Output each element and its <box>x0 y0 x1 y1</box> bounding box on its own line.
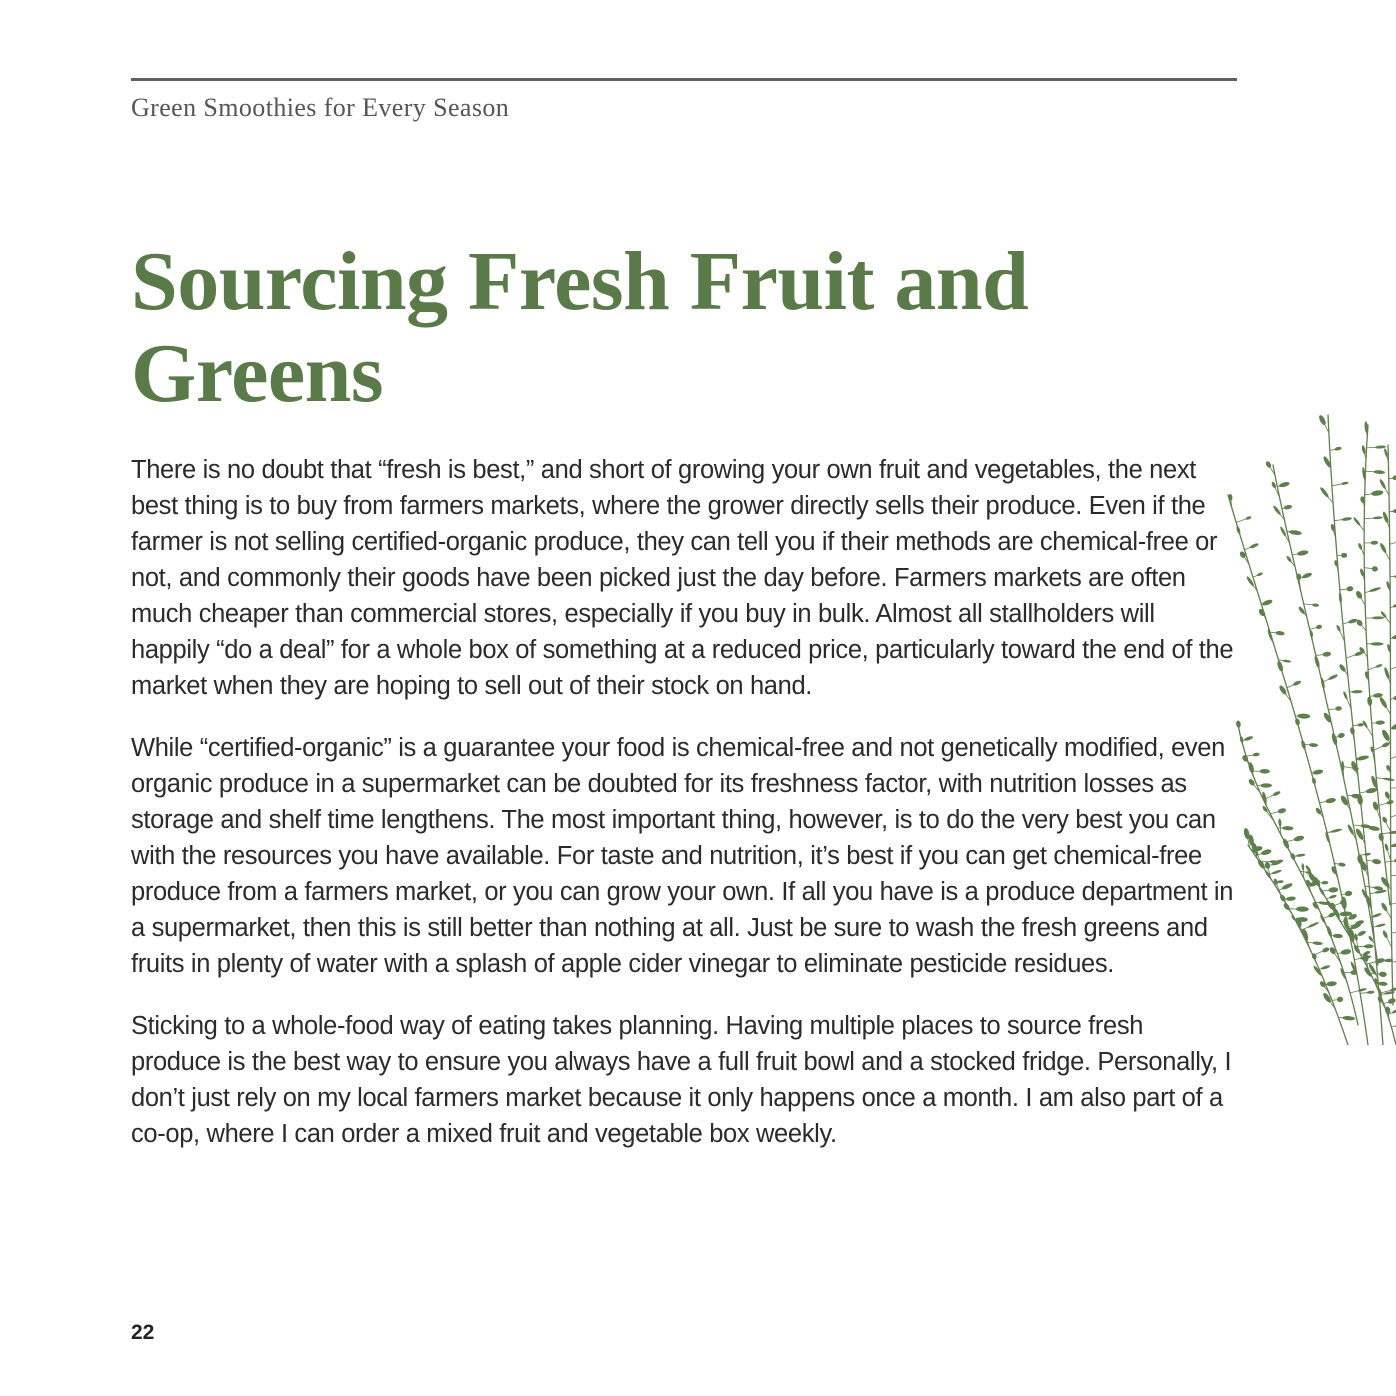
leaf <box>1379 971 1387 977</box>
leaf <box>1297 550 1309 557</box>
leaf <box>1256 572 1263 577</box>
leaf <box>1283 504 1292 510</box>
leaf <box>1275 631 1285 636</box>
leaf <box>1356 755 1370 762</box>
leaf <box>1378 696 1388 709</box>
leaf <box>1236 526 1241 535</box>
leaf <box>1337 996 1344 1002</box>
leaf <box>1272 790 1281 797</box>
leaf <box>1369 586 1381 592</box>
leaf <box>1301 863 1304 870</box>
leaf <box>1383 777 1395 781</box>
leaf <box>1373 693 1383 698</box>
leaf <box>1341 517 1352 522</box>
twig <box>1391 814 1396 817</box>
leaf <box>1329 894 1337 899</box>
leaf <box>1286 896 1296 901</box>
leaf <box>1379 478 1387 489</box>
paragraph-3: Sticking to a whole-food way of eating takes planning. Having multiple places to source fresh produce is the best way to ensure you always have a full fruit bowl and a stocked fridge. Personally, I don’t just rely on my local farmers market because it only happens once a month. I am also part of a co-op, where I can order a mixed fruit and vegetable box weekly. <box>131 1012 1232 1148</box>
leaf <box>1344 890 1352 896</box>
leaf <box>1365 787 1377 794</box>
leaf <box>1330 828 1343 834</box>
leaf <box>1279 894 1287 903</box>
leaf <box>1373 516 1383 519</box>
leaf <box>1286 555 1293 563</box>
leaf <box>1371 642 1384 645</box>
leaf <box>1375 445 1386 449</box>
leaf <box>1320 965 1330 971</box>
leaf <box>1328 887 1338 893</box>
leaf <box>1328 674 1339 681</box>
leaf <box>1267 629 1274 642</box>
leaf <box>1331 733 1338 746</box>
leaf <box>1249 542 1259 549</box>
leaf <box>1336 624 1342 632</box>
leaf <box>1357 723 1364 727</box>
leaf <box>1379 542 1388 554</box>
running-title: Green Smoothies for Every Season <box>131 93 510 122</box>
leaf <box>1381 741 1390 748</box>
leaf <box>1340 948 1352 955</box>
leaf <box>1272 505 1281 516</box>
article-body <box>131 452 1237 1178</box>
leaf <box>1341 481 1349 485</box>
leaf <box>1388 830 1396 834</box>
leaf <box>1378 981 1388 986</box>
leaf <box>1341 553 1347 558</box>
leaf <box>1372 566 1379 572</box>
leaf <box>1312 941 1322 945</box>
leaf <box>1367 990 1375 994</box>
branch-stem <box>1388 445 1393 1005</box>
leaf <box>1260 783 1272 787</box>
leaf <box>1322 651 1331 657</box>
leaf <box>1346 586 1353 592</box>
leaf <box>1378 833 1384 842</box>
leaf <box>1301 572 1312 580</box>
page-number: 22 <box>131 1321 155 1344</box>
leaf <box>1392 475 1396 481</box>
leaf <box>1351 690 1362 694</box>
leaf <box>1355 590 1364 600</box>
leaf <box>1271 869 1282 875</box>
leaf <box>1372 616 1384 619</box>
leaf <box>1296 906 1309 911</box>
leaf <box>1342 691 1348 700</box>
leaf <box>1392 508 1396 513</box>
twig <box>1390 542 1396 545</box>
leaf <box>1312 603 1319 607</box>
leaf <box>1319 486 1330 498</box>
leaf <box>1380 902 1388 912</box>
page-title: Sourcing Fresh Fruit and Greens <box>131 235 1029 420</box>
leaf <box>1321 881 1328 885</box>
leaf <box>1338 862 1346 867</box>
leaf <box>1357 543 1363 551</box>
leaf <box>1372 858 1382 864</box>
leaf <box>1353 517 1362 527</box>
leaf <box>1375 663 1383 668</box>
leaf <box>1309 743 1318 747</box>
paragraph-2: While “certified-organic” is a guarantee your food is chemical-free and not genetically modified, even organic produce in a supermarket can be doubted for its freshness factor, with nutrition losses as storage and shelf time lengthens. The most important thing, however, is to do the very best you can with the resources you have available. For taste and nutrition, it’s best if you can get chemical-free produce from a farmers market, or you can grow your own. If all you have is a produce department in a supermarket, then this is still better than nothing at all. Just be sure to wash the fresh greens and fruits in plenty of water with a splash of apple cider vinegar to eliminate pesticide residues. <box>131 734 1234 978</box>
leaf <box>1311 777 1316 784</box>
twig <box>1391 665 1396 669</box>
leaf <box>1236 720 1242 728</box>
paragraph-1: There is no doubt that “fresh is best,” and short of growing your own fruit and vegetables, the next best thing is to buy from farmers markets, where the grower directly sells their produce. Even if the farmer is not selling certified-organic produce, they can tell you if their methods are chemical-free or not, and commonly their goods have been picked just the day before. Farmers markets are often much cheaper than commercial stores, especially if you buy in bulk. Almost all stallholders will happily “do a deal” for a whole box of something at a reduced price, particularly toward the end of the market when they are hoping to sell out of their stock on hand. <box>131 456 1234 700</box>
leaf <box>1338 592 1342 603</box>
leaf <box>1387 997 1396 1004</box>
leaf <box>1364 944 1374 948</box>
leaf <box>1381 729 1391 742</box>
leaf <box>1382 930 1389 939</box>
leaf <box>1282 826 1294 831</box>
leaf <box>1384 843 1389 851</box>
twig <box>1391 755 1396 759</box>
leaf <box>1297 713 1310 718</box>
header-rule <box>131 78 1237 81</box>
leaf <box>1371 490 1384 497</box>
leaf <box>1390 721 1396 731</box>
leaf <box>1348 618 1358 624</box>
leaf <box>1391 634 1396 641</box>
leaf <box>1380 876 1391 889</box>
leaf <box>1342 1016 1355 1021</box>
leaf <box>1316 624 1323 630</box>
leaf <box>1338 663 1347 673</box>
leaf <box>1375 923 1386 928</box>
leaf <box>1375 720 1385 725</box>
leafy-branch-illustration <box>1218 405 1396 1045</box>
leaf <box>1383 667 1390 680</box>
leaf <box>1296 853 1306 857</box>
leaf <box>1307 921 1320 929</box>
leaf <box>1333 934 1343 939</box>
leaf <box>1373 470 1385 474</box>
leaf <box>1381 816 1388 824</box>
leaf <box>1371 912 1382 918</box>
leaf <box>1292 680 1301 687</box>
leaf <box>1319 914 1326 923</box>
leaf <box>1277 807 1286 814</box>
leaf <box>1278 818 1282 826</box>
leaf <box>1335 706 1342 711</box>
leaf <box>1314 656 1321 669</box>
leaf <box>1282 659 1291 663</box>
leaf <box>1318 414 1327 426</box>
leaf <box>1265 460 1273 468</box>
leaf <box>1245 516 1252 521</box>
leaf <box>1351 970 1358 975</box>
leaf <box>1373 886 1383 891</box>
leaf <box>1361 445 1366 454</box>
leaf <box>1244 735 1254 741</box>
leaf <box>1289 530 1302 536</box>
leaf <box>1392 603 1396 609</box>
leaf <box>1239 736 1244 744</box>
leaf <box>1325 797 1336 804</box>
leaf <box>1294 718 1300 726</box>
leaf <box>1350 727 1356 735</box>
leaf <box>1281 882 1293 891</box>
leaf <box>1326 925 1333 937</box>
leaf <box>1312 769 1323 776</box>
leaf <box>1384 791 1391 800</box>
branch-stem <box>1238 725 1358 1025</box>
leaf <box>1382 511 1390 524</box>
leaf <box>1278 481 1290 488</box>
leaf <box>1261 848 1273 856</box>
leaf <box>1326 981 1337 987</box>
leaf <box>1252 752 1260 757</box>
leaf <box>1337 732 1345 739</box>
branch-stem <box>1248 845 1348 1045</box>
leaf <box>1322 946 1331 953</box>
leaf <box>1269 860 1277 863</box>
leaf <box>1277 880 1284 883</box>
leaf <box>1367 696 1373 706</box>
leaf <box>1318 886 1326 896</box>
leaf <box>1261 599 1273 607</box>
leaf <box>1264 861 1271 869</box>
leaf <box>1371 541 1379 545</box>
leaf <box>1260 769 1270 774</box>
leaf <box>1293 835 1304 842</box>
leaf <box>1364 852 1371 856</box>
leaf <box>1334 446 1342 451</box>
leaf <box>1357 930 1366 937</box>
leaf <box>1276 660 1284 672</box>
